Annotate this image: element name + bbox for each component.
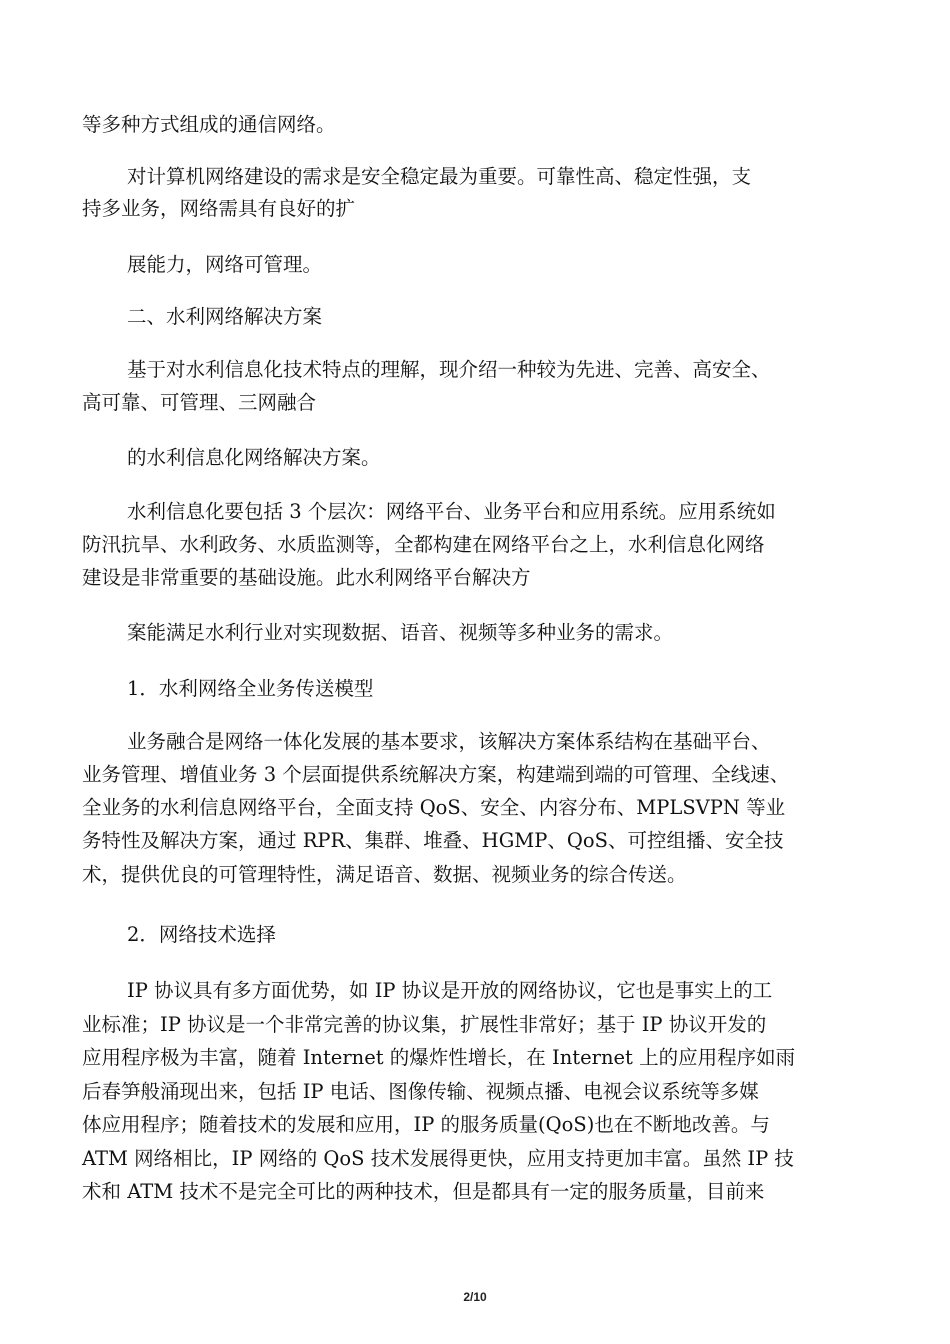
text-line: 防汛抗旱、水利政务、水质监测等，全都构建在网络平台之上，水利信息化网络 xyxy=(82,533,765,556)
text-line: 对计算机网络建设的需求是安全稳定最为重要。可靠性高、稳定性强，支 xyxy=(127,165,752,188)
text-line: 基于对水利信息化技术特点的理解，现介绍一种较为先进、完善、高安全、 xyxy=(127,358,771,381)
text-line: 全业务的水利信息网络平台，全面支持 QoS、安全、内容分布、MPLSVPN 等业 xyxy=(82,796,786,819)
text-line: 高可靠、可管理、三网融合 xyxy=(82,391,317,414)
text-line: 后春笋般涌现出来，包括 IP 电话、图像传输、视频点播、电视会议系统等多媒 xyxy=(82,1080,759,1103)
subsection-heading: 1．水利网络全业务传送模型 xyxy=(127,677,374,700)
text-line: 应用程序极为丰富，随着 Internet 的爆炸性增长，在 Internet 上的应用程序如雨 xyxy=(82,1046,796,1069)
text-line: 的水利信息化网络解决方案。 xyxy=(127,446,381,469)
text-line: 术，提供优良的可管理特性，满足语音、数据、视频业务的综合传送。 xyxy=(82,863,687,886)
text-line: ATM 网络相比，IP 网络的 QoS 技术发展得更快，应用支持更加丰富。虽然 IP 技 xyxy=(82,1147,794,1170)
text-line: 建设是非常重要的基础设施。此水利网络平台解决方 xyxy=(82,566,531,589)
text-line: 水利信息化要包括 3 个层次：网络平台、业务平台和应用系统。应用系统如 xyxy=(127,500,776,523)
text-line: 体应用程序；随着技术的发展和应用，IP 的服务质量(QoS)也在不断地改善。与 xyxy=(82,1113,770,1136)
section-heading: 二、水利网络解决方案 xyxy=(127,305,323,328)
text-line: 业务管理、增值业务 3 个层面提供系统解决方案，构建端到端的可管理、全线速、 xyxy=(82,763,790,786)
text-line: 持多业务，网络需具有良好的扩 xyxy=(82,197,356,220)
text-line: 术和 ATM 技术不是完全可比的两种技术，但是都具有一定的服务质量，目前来 xyxy=(82,1180,765,1203)
text-line: 展能力，网络可管理。 xyxy=(127,253,323,276)
page-number: 2/10 xyxy=(463,1290,487,1304)
text-line: 案能满足水利行业对实现数据、语音、视频等多种业务的需求。 xyxy=(127,621,674,644)
text-line: IP 协议具有多方面优势，如 IP 协议是开放的网络协议，它也是事实上的工 xyxy=(127,979,773,1002)
text-line: 业标准；IP 协议是一个非常完善的协议集，扩展性非常好；基于 IP 协议开发的 xyxy=(82,1013,767,1036)
subsection-heading: 2．网络技术选择 xyxy=(127,923,276,946)
text-line: 务特性及解决方案，通过 RPR、集群、堆叠、HGMP、QoS、可控组播、安全技 xyxy=(82,829,784,852)
text-line: 业务融合是网络一体化发展的基本要求，该解决方案体系结构在基础平台、 xyxy=(127,730,771,753)
text-line: 等多种方式组成的通信网络。 xyxy=(82,113,336,136)
